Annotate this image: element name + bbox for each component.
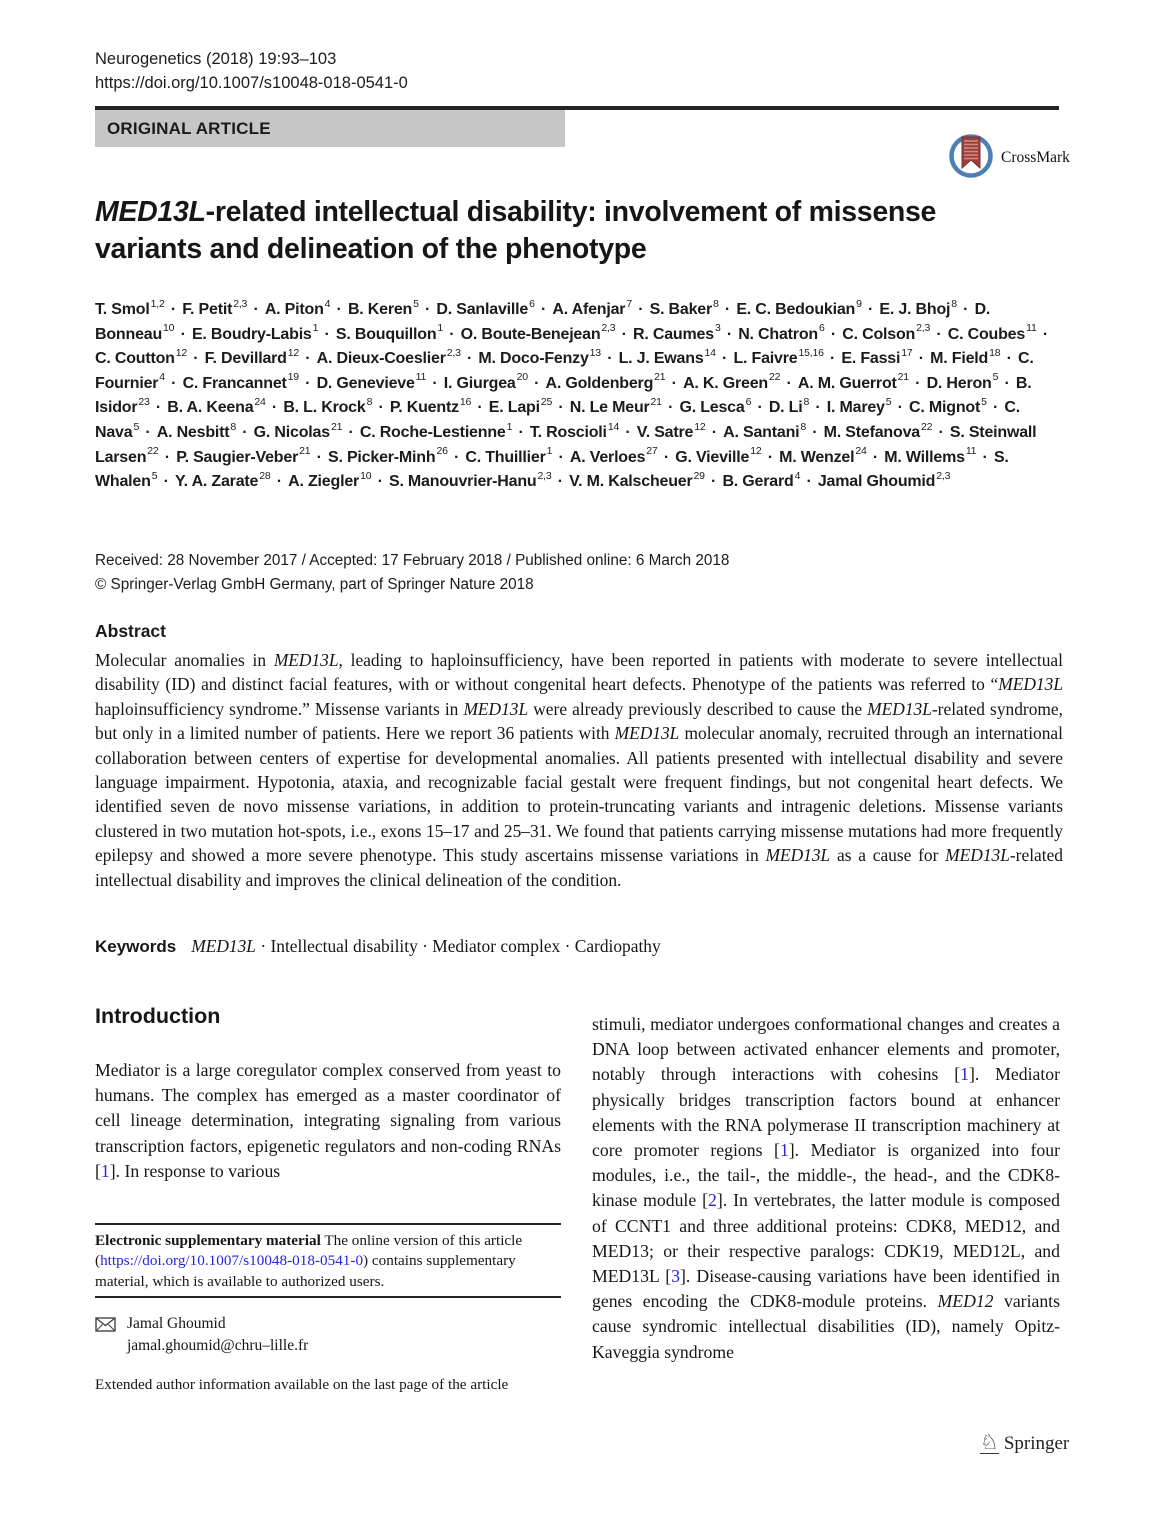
journal-reference: Neurogenetics (2018) 19:93–103 — [95, 50, 337, 68]
citation-link[interactable]: 2 — [708, 1190, 717, 1211]
author-name: M. Wenzel — [779, 448, 855, 466]
author-name: B. Isidor — [95, 374, 1032, 417]
author-name: L. J. Ewans — [618, 350, 704, 368]
author-name: C. Colson — [842, 325, 916, 343]
author-name: G. Nicolas — [253, 423, 330, 441]
author-name: C. Thuillier — [465, 448, 546, 466]
author-name: P. Kuentz — [389, 399, 459, 417]
author-name: G. Vieville — [675, 448, 750, 466]
author-name: L. Faivre — [733, 350, 798, 368]
crossmark-badge[interactable] — [948, 129, 1070, 186]
author-name: M. Doco-Fenzy — [478, 350, 589, 368]
corresponding-author-block — [95, 1313, 308, 1357]
keywords-row — [95, 936, 661, 957]
author-name: C. Fournier — [95, 350, 1034, 392]
author-name: P. Saugier-Veber — [176, 448, 299, 466]
abstract-heading: Abstract — [95, 621, 166, 641]
supplementary-material-note: Electronic supplementary material The online version of this article (https://doi.org/10.1007/s10048-018-0541-0) contains supplementary material, which is available to authorized users. — [95, 1232, 523, 1290]
author-name: A. Dieux-Coeslier — [316, 350, 446, 368]
extended-author-info-note: Extended author information available on the last page of the article — [95, 1376, 509, 1393]
author-name: N. Chatron — [738, 325, 818, 343]
author-name: M. Field — [930, 350, 989, 368]
abstract-text: Molecular anomalies in MED13L, leading to haploinsufficiency, have been reported in patients with moderate to severe intellectual disability (ID) and distinct facial features, with or without congenital heart defects. Phenotype of the patients was referred to “MED13L haploinsufficiency syndrome.” Missense variants in MED13L were already previously described to cause the MED13L-related syndrome, but only in a limited number of patients. Here we report 36 patients with MED13L molecular anomaly, recruited through an international collaboration between centers of expertise for developmental anomalies. All patients presented with intellectual disability and severe language impairment. Hypotonia, ataxia, and recognizable facial gestalt were frequent findings, but not congenital heart defects. We identified seven de novo missense variations, in addition to protein-truncating variants and intragenic deletions. Missense variants clustered in two mutation hot-spots, i.e., exons 15–17 and 25–31. We found that patients carrying missense mutations had more frequently epilepsy and showed a more severe phenotype. This study ascertains missense variations in MED13L as a cause for MED13L-related intellectual disability and improves the clinical delineation of the condition. — [95, 650, 1063, 890]
author-name: S. Baker — [649, 301, 713, 318]
corresponding-author-name: Jamal Ghoumid — [127, 1315, 226, 1332]
author-name: F. Petit — [182, 301, 233, 318]
author-name: S. Picker-Minh — [328, 448, 436, 466]
author-name: C. Coubes — [947, 325, 1026, 343]
crossmark-icon — [948, 129, 994, 186]
author-name: D. Genevieve — [316, 374, 415, 392]
author-name: O. Boute-Benejean — [460, 325, 601, 343]
citation-link[interactable]: 3 — [671, 1266, 680, 1287]
author-name: A. Goldenberg — [545, 374, 654, 392]
author-name: B. Keren — [347, 301, 413, 318]
author-name: E. Boudry-Labis — [191, 325, 312, 343]
author-list: T. Smol$^{1,2}$ · F. Petit$^{2,3}$ · A. Piton$^4$ · B. Keren$^5$ · D. Sanlaville$^6$ · A. Afenjar$^7$ · S. Baker$^8$ · E. C. Bedoukian$^9$ · E. J. Bhoj$^8$ · D. Bonneau$^{10}$ · E. Boudry-Labis$^1$ · S. Bouquillon$^1$ · O. Boute-Benejean$^{2,3}$ · R. Caumes$^3$ · N. Chatron$^6$ · C. Colson$^{2,3}$ · C. Coubes$^{11}$ · C. Coutton$^{12}$ · F. Devillard$^{12}$ · A. Dieux-Coeslier$^{2,3}$ · M. Doco-Fenzy$^{13}$ · L. J. Ewans$^{14}$ · L. Faivre$^{15,16}$ · E. Fassi$^{17}$ · M. Field$^{18}$ · C. Fournier$^4$ · C. Francannet$^{19}$ · D. Genevieve$^{11}$ · I. Giurgea$^{20}$ · A. Goldenberg$^{21}$ · A. K. Green$^{22}$ · A. M. Guerrot$^{21}$ · D. Heron$^5$ · B. Isidor$^{23}$ · B. A. Keena$^{24}$ · B. L. Krock$^8$ · P. Kuentz$^{16}$ · E. Lapi$^{25}$ · N. Le Meur$^{21}$ · G. Lesca$^6$ · D. $Li^8 \cdot I$. Marey$^5$ · C. Mignot$^5$ · C. Nava$^5$ · A. Nesbitt$^8$ · G. Nicolas$^{21}$ · C. Roche-Lestienne$^1$ · T. Roscioli$^{14}$ · V. Satre$^{12}$ · A. Santani$^8$ · M. Stefanova$^{22}$ · S. Steinwall Larsen$^{22}$ · P. Saugier-Veber$^{21}$ · S. Picker-Minh$^{26}$ · C. Thuillier$^1$ · A. Verloes$^{27}$ · G. Vieville$^{12}$ · M. Wenzel$^{24}$ · M. Willems$^{11}$ · S. Whalen$^5$ · Y. A. Zarate$^{28}$ · A. Ziegler$^{10}$ · S. Manouvrier-Hanu$^{2,3}$ · V. M. Kalscheuer$^{29}$ · B. Gerard$^4$ · Jamal Ghoumid$^{2,3}$ — [95, 297, 1048, 491]
author-name: B. Gerard — [722, 473, 794, 491]
author-name: M. Willems — [884, 448, 965, 466]
citation-link[interactable]: 1 — [779, 1140, 789, 1161]
introduction-heading: Introduction — [95, 1004, 221, 1028]
author-name: A. Ziegler — [288, 473, 360, 491]
author-name: I. Marey — [826, 399, 885, 417]
author-name: N. Le Meur — [569, 399, 650, 417]
keywords-label: Keywords — [95, 937, 177, 956]
author-name: S. Steinwall Larsen — [95, 423, 1037, 466]
author-name: D. Li — [768, 399, 803, 417]
springer-knight-icon: ♘ — [980, 1430, 999, 1454]
author-name: C. Coutton — [95, 350, 175, 368]
author-name: B. L. Krock — [283, 399, 366, 417]
author-name: Jamal Ghoumid — [817, 473, 936, 491]
author-name: V. M. Kalscheuer — [569, 473, 693, 491]
author-name: A. Santani — [723, 423, 800, 441]
author-name: F. Devillard — [204, 350, 287, 368]
keywords-text: MED13L · Intellectual disability · Mediator complex · Cardiopathy — [191, 936, 661, 956]
author-name: T. Smol — [95, 301, 150, 318]
author-name: D. Bonneau — [95, 301, 991, 343]
author-name: A. K. Green — [683, 374, 768, 392]
author-name: A. M. Guerrot — [797, 374, 897, 392]
corresponding-author-email: jamal.ghoumid@chru–lille.fr — [127, 1337, 309, 1354]
doi-header: https://doi.org/10.1007/s10048-018-0541-0 — [95, 74, 408, 92]
doi-link[interactable]: https://doi.org/10.1007/s10048-018-0541-0 — [100, 1252, 364, 1270]
author-name: M. Stefanova — [823, 423, 920, 441]
author-name: E. J. Bhoj — [879, 301, 951, 318]
intro-left-column: Mediator is a large coregulator complex conserved from yeast to humans. The complex has emerged as a master coordinator of cell lineage determination, integrating signaling from various transcription factors, epigenetic regulators and non-coding RNAs [1]. In response to various — [95, 1060, 561, 1181]
author-name: C. Francannet — [182, 374, 287, 392]
intro-right-column: stimuli, mediator undergoes conformational changes and creates a DNA loop between activated enhancer elements and promoter, notably through interactions with cohesins [1]. Mediator physically bridges transcription factors bound at enhancer elements with the RNA polymerase II transcription machinery at core promoter regions [1]. Mediator is organized into four modules, i.e., the tail-, the middle-, the head-, and the CDK8-kinase module [2]. In vertebrates, the latter module is composed of CCNT1 and three additional proteins: CDK8, MED12, and MED13; or their respective paralogs: CDK19, MED12L, and MED13L [3]. Disease-causing variations have been identified in genes encoding the CDK8-module proteins. MED12 variants cause syndromic intellectual disabilities (ID), namely Opitz-Kaveggia syndrome — [592, 1014, 1060, 1362]
author-name: V. Satre — [636, 423, 694, 441]
author-name: S. Bouquillon — [335, 325, 437, 343]
author-name: E. Fassi — [841, 350, 901, 368]
dates-line: Received: 28 November 2017 / Accepted: 17 February 2018 / Published online: 6 March 2018 — [95, 552, 730, 569]
article-title: MED13L-related intellectual disability: involvement of missense variants and delineation of the phenotype — [95, 196, 937, 265]
author-name: D. Sanlaville — [436, 301, 529, 318]
author-name: E. Lapi — [488, 399, 540, 417]
article-type-label: ORIGINAL ARTICLE — [107, 118, 271, 138]
author-name: A. Piton — [264, 301, 324, 318]
author-name: B. A. Keena — [167, 399, 254, 417]
copyright-line: © Springer-Verlag GmbH Germany, part of Springer Nature 2018 — [95, 576, 534, 593]
author-name: C. Roche-Lestienne — [359, 423, 506, 441]
author-name: A. Verloes — [569, 448, 646, 466]
footnote-rule-top — [95, 1223, 561, 1225]
author-name: G. Lesca — [679, 399, 745, 417]
author-name: R. Caumes — [633, 325, 714, 343]
article-type-banner — [95, 110, 565, 147]
author-name: D. Heron — [926, 374, 992, 392]
citation-link[interactable]: 1 — [100, 1160, 110, 1181]
citation-link[interactable]: 1 — [960, 1064, 969, 1085]
crossmark-label: CrossMark — [1001, 148, 1070, 166]
author-name: C. Nava — [95, 399, 1020, 441]
author-name: E. C. Bedoukian — [736, 301, 856, 318]
author-name: S. Whalen — [95, 448, 1009, 491]
author-name: A. Afenjar — [552, 301, 626, 318]
author-name: A. Nesbitt — [156, 423, 230, 441]
author-name: Y. A. Zarate — [174, 473, 259, 491]
springer-logo — [980, 1432, 1069, 1455]
author-name: S. Manouvrier-Hanu — [388, 473, 537, 491]
envelope-icon — [95, 1317, 116, 1357]
footnote-rule-bottom — [95, 1296, 561, 1298]
author-name: I. Giurgea — [443, 374, 516, 392]
springer-wordmark: Springer — [1003, 1433, 1070, 1454]
author-name: C. Mignot — [909, 399, 981, 417]
author-name: T. Roscioli — [529, 423, 607, 441]
